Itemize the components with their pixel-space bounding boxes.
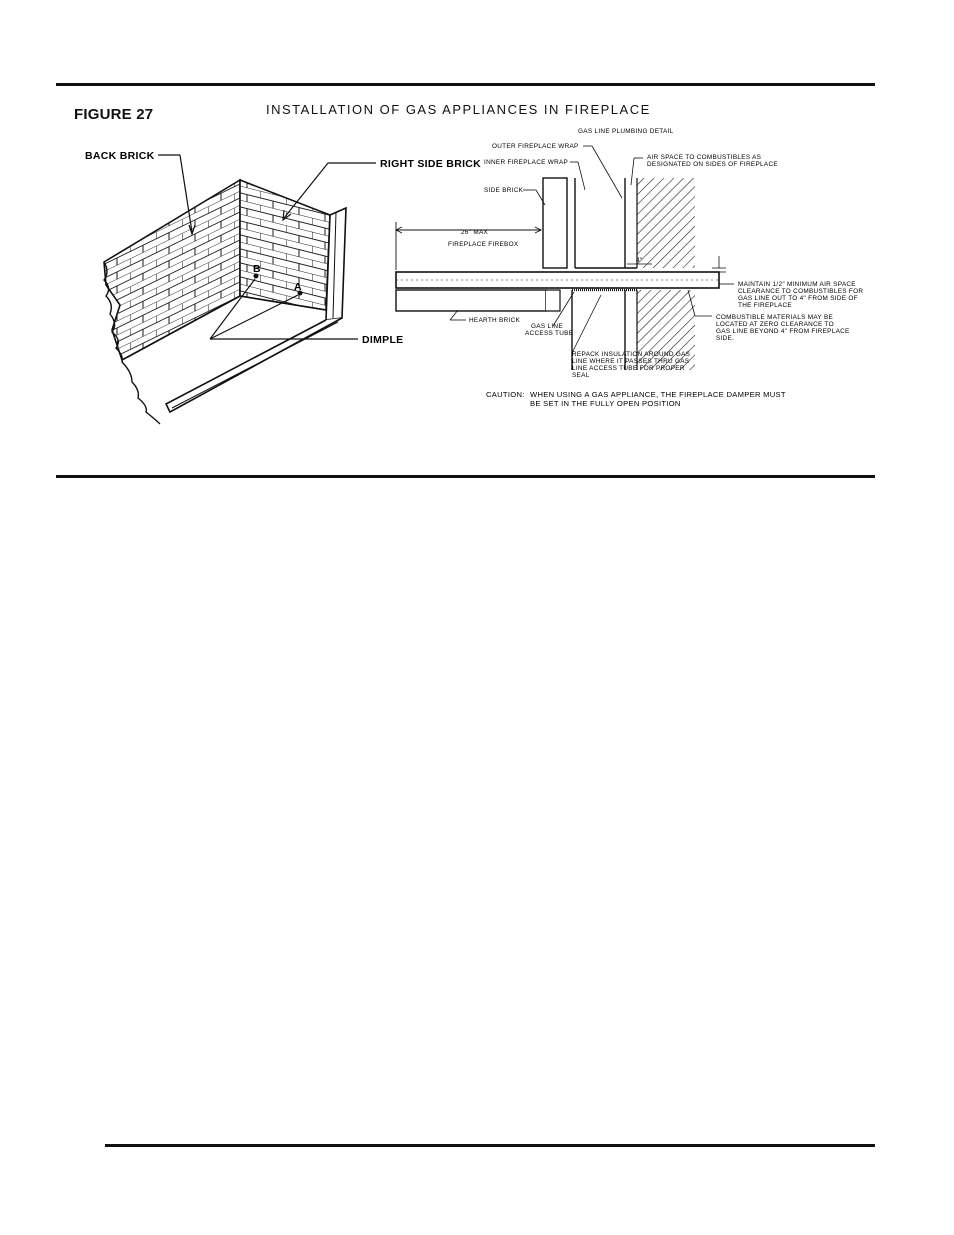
repack-label-3: LINE ACCESS TUBE FOR PROPER xyxy=(572,365,685,372)
combustible-label-1: COMBUSTIBLE MATERIALS MAY BE xyxy=(716,314,834,321)
caution-heading: CAUTION: xyxy=(486,390,525,399)
right-side-brick-label: RIGHT SIDE BRICK xyxy=(380,158,482,170)
side-brick-label: SIDE BRICK xyxy=(484,187,524,194)
dimple-label: DIMPLE xyxy=(362,334,404,346)
max-dimension-label: 26" MAX xyxy=(461,229,489,236)
combustible-label-2: LOCATED AT ZERO CLEARANCE TO xyxy=(716,321,834,328)
maintain-label-4: THE FIREPLACE xyxy=(738,302,792,309)
maintain-label-2: CLEARANCE TO COMBUSTIBLES FOR xyxy=(738,288,864,295)
hearth-brick-label: HEARTH BRICK xyxy=(469,317,521,324)
maintain-label-1: MAINTAIN 1/2" MINIMUM AIR SPACE xyxy=(738,281,856,288)
point-b-label: B xyxy=(253,263,261,275)
back-brick-label: BACK BRICK xyxy=(85,150,155,162)
point-a-label: A xyxy=(294,281,302,293)
access-tube-label-2: ACCESS TUBE xyxy=(525,330,574,337)
caution-line-1: WHEN USING A GAS APPLIANCE, THE FIREPLACE DAMPER MUST xyxy=(530,390,786,399)
inner-wrap-label: INNER FIREPLACE WRAP xyxy=(484,159,569,166)
figure-title: INSTALLATION OF GAS APPLIANCES IN FIREPLACE xyxy=(266,102,651,117)
hearth-brick xyxy=(396,290,546,311)
side-brick xyxy=(543,178,567,268)
outer-wrap-label: OUTER FIREPLACE WRAP xyxy=(492,143,579,150)
firebox-label: FIREPLACE FIREBOX xyxy=(448,241,519,248)
combustible-label-3: GAS LINE BEYOND 4" FROM FIREPLACE xyxy=(716,328,850,335)
combustible-hatch-upper xyxy=(637,178,695,268)
brick-corner-illustration xyxy=(104,155,376,424)
combustible-label-4: SIDE. xyxy=(716,335,735,342)
repack-label-2: LINE WHERE IT PASSES THRU GAS xyxy=(572,358,690,365)
right-side-brick-wall xyxy=(240,180,330,310)
maintain-label-3: GAS LINE OUT TO 4" FROM SIDE OF xyxy=(738,295,858,302)
air-space-label-1: AIR SPACE TO COMBUSTIBLES AS xyxy=(647,154,762,161)
access-tube-label-1: GAS LINE xyxy=(531,323,563,330)
air-space-label-2: DESIGNATED ON SIDES OF FIREPLACE xyxy=(647,161,778,168)
detail-title: GAS LINE PLUMBING DETAIL xyxy=(578,128,674,135)
repack-label-1: REPACK INSULATION AROUND GAS xyxy=(572,351,691,358)
four-inch-label: 4" xyxy=(636,257,643,264)
caution-line-2: BE SET IN THE FULLY OPEN POSITION xyxy=(530,399,681,408)
figure-number: FIGURE 27 xyxy=(74,106,154,123)
repack-label-4: SEAL xyxy=(572,372,590,379)
